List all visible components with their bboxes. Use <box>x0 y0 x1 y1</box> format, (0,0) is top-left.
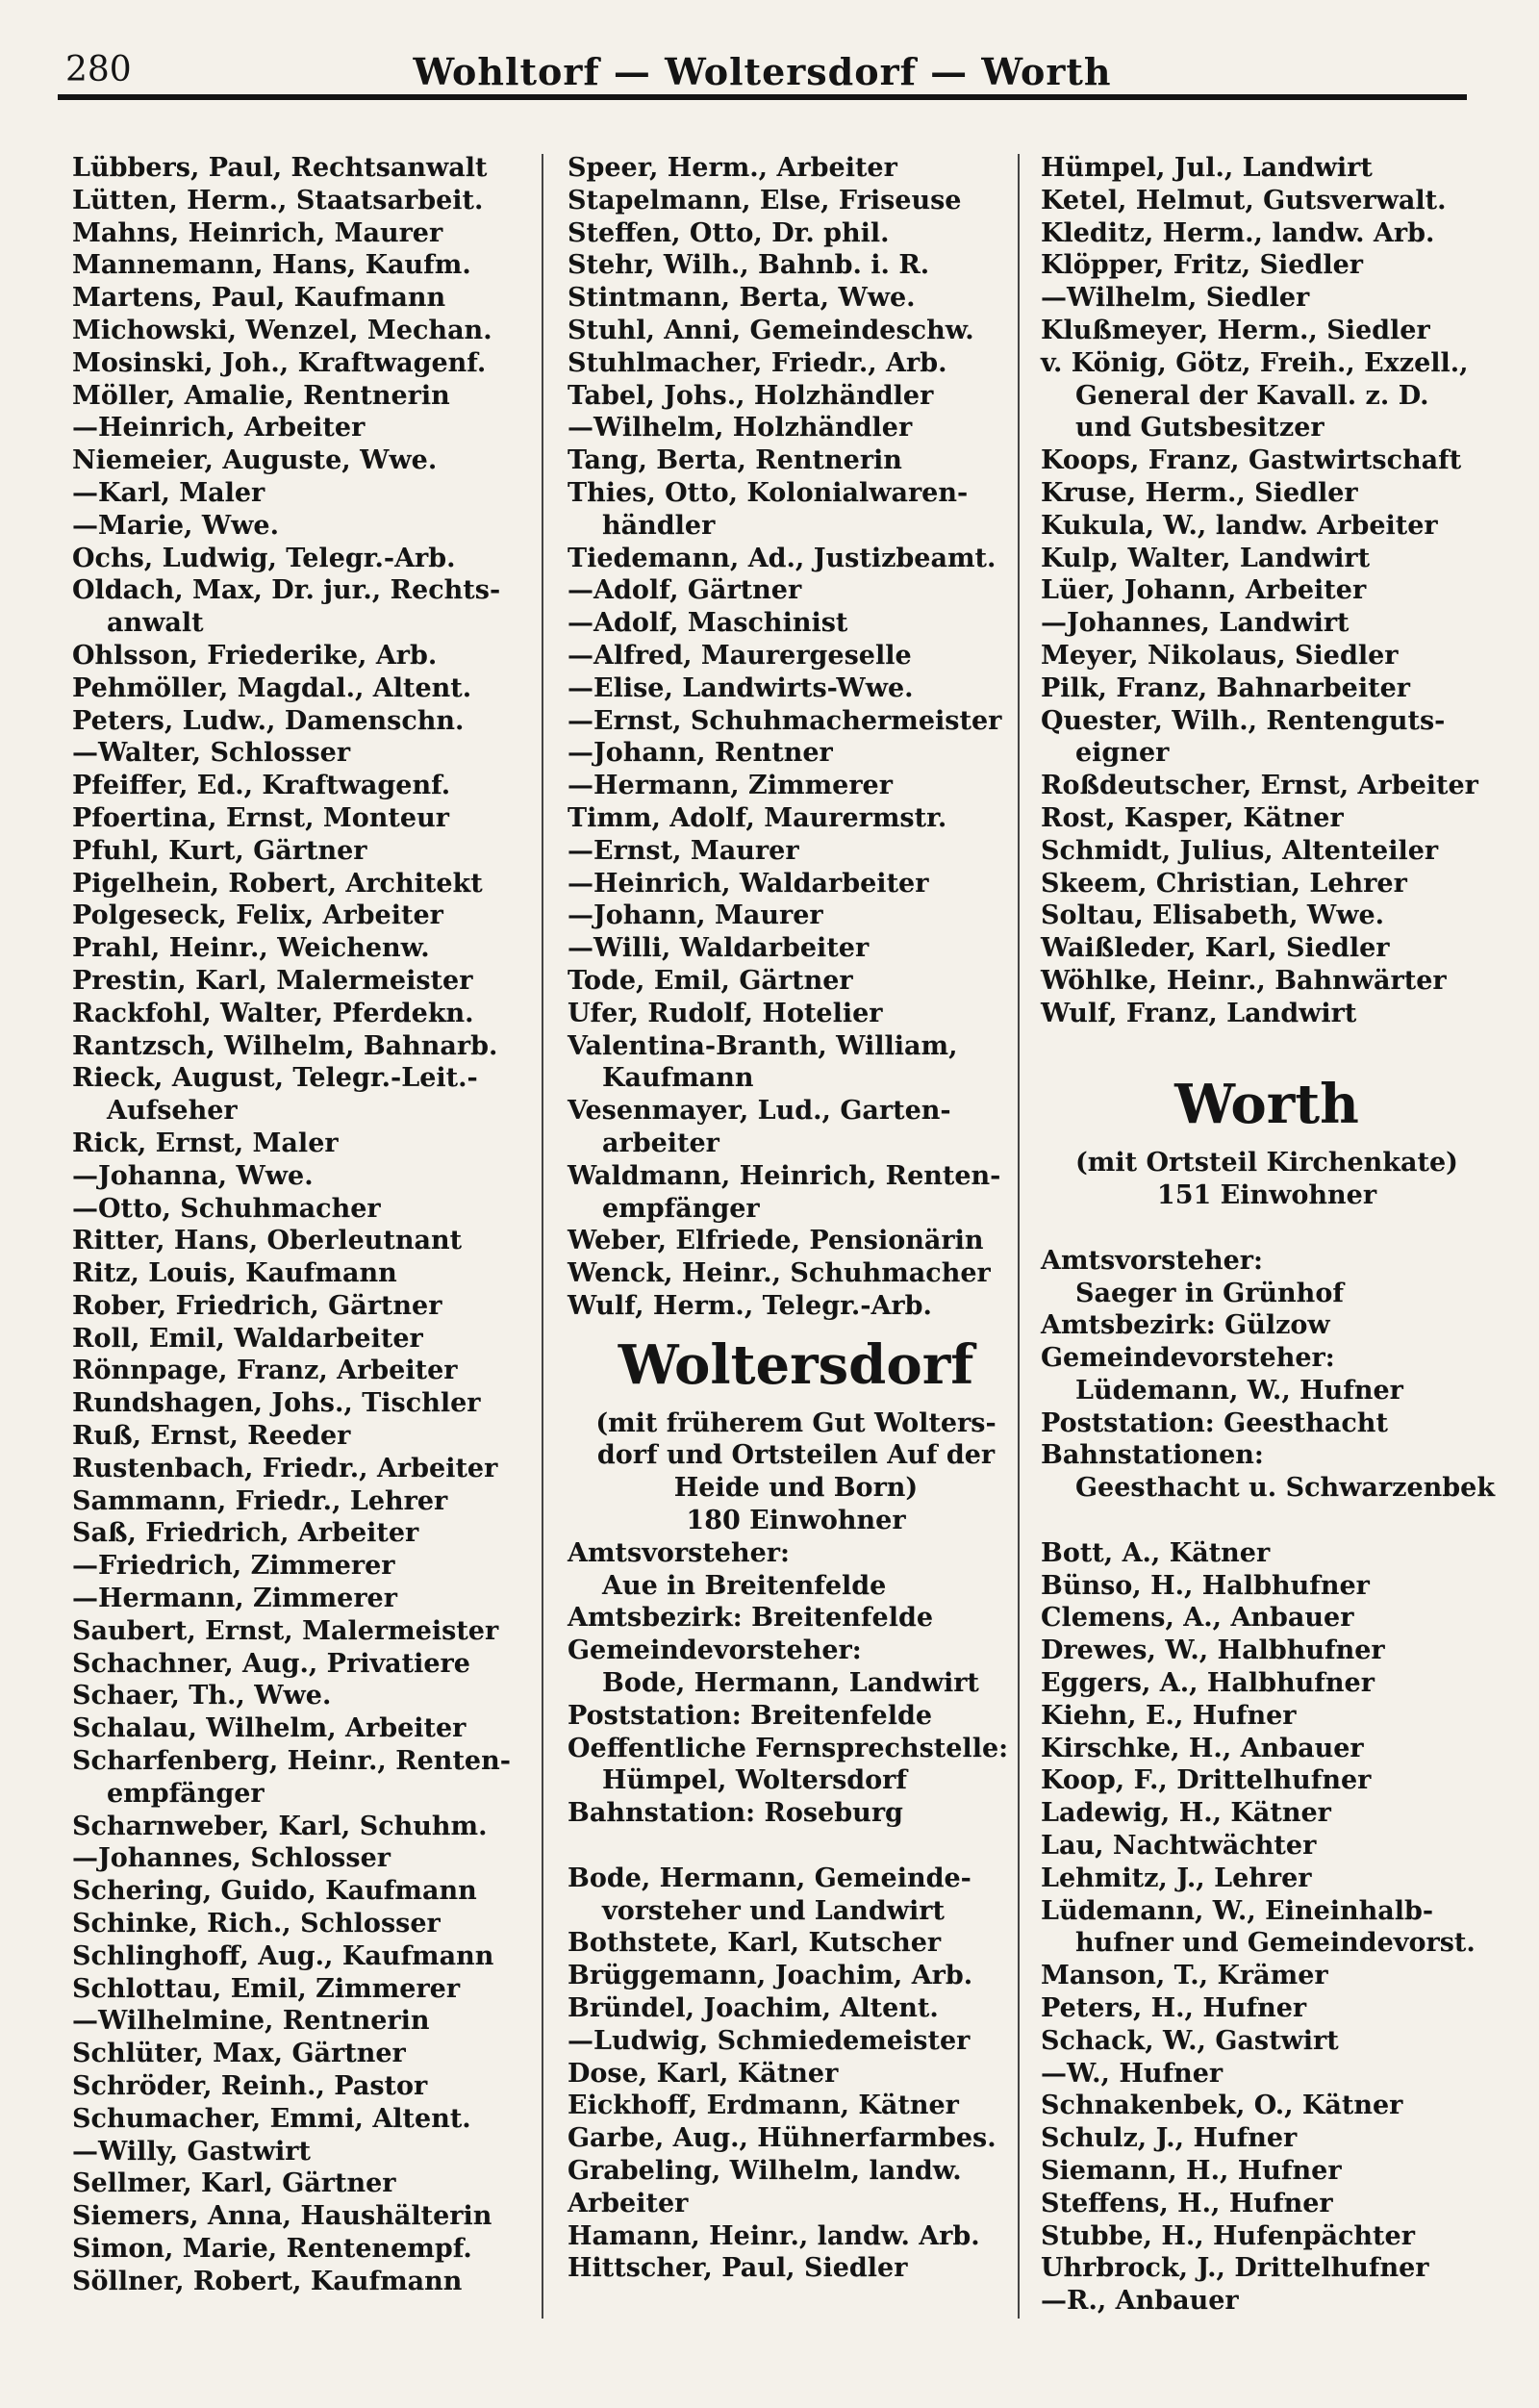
woltersdorf-heading: Woltersdorf <box>618 1332 974 1397</box>
spacer <box>1041 1030 1493 1063</box>
list-item: Tiedemann, Ad., Justizbeamt. <box>568 543 997 573</box>
list-item: arbeiter <box>602 1128 719 1158</box>
list-item: Sellmer, Karl, Gärtner <box>72 2168 396 2199</box>
list-item: Lehmitz, J., Lehrer <box>1041 1863 1312 1893</box>
list-item: Hümpel, Woltersdorf <box>602 1765 908 1796</box>
list-item: Bahnstationen: <box>1041 1440 1264 1471</box>
list-item: Rönnpage, Franz, Arbeiter <box>72 1356 458 1386</box>
list-item: —Wilhelm, Siedler <box>1041 283 1310 314</box>
column-3-entries <box>1041 152 1493 1030</box>
list-item: Quester, Wilh., Rentenguts- <box>1041 705 1446 736</box>
list-item: Brüggemann, Joachim, Arb. <box>568 1961 973 1991</box>
list-item: Pfoertina, Ernst, Monteur <box>72 802 449 833</box>
worth-subtitle: (mit Ortsteil Kirchenkate) <box>1075 1148 1458 1179</box>
list-item: Peters, H., Hufner <box>1041 1993 1307 2024</box>
woltersdorf-subtitle: (mit früherem Gut Wolters- <box>595 1407 997 1438</box>
spacer <box>568 1830 1024 1863</box>
running-title: Wohltorf — Woltersdorf — Worth <box>413 50 1112 93</box>
list-item: —Johann, Rentner <box>568 738 833 769</box>
list-item: Hamann, Heinr., landw. Arb. <box>568 2220 980 2251</box>
list-item: Ochs, Ludwig, Telegr.-Arb. <box>72 543 456 573</box>
column-2 <box>568 152 1024 2285</box>
list-item: Amtsbezirk: Gülzow <box>1041 1310 1330 1341</box>
list-item: Schmidt, Julius, Altenteiler <box>1041 835 1439 866</box>
list-item: Sammann, Friedr., Lehrer <box>72 1485 448 1516</box>
list-item: Wenck, Heinr., Schuhmacher <box>568 1258 991 1289</box>
list-item: Aufseher <box>107 1096 238 1127</box>
list-item: Schulz, J., Hufner <box>1041 2123 1298 2154</box>
list-item: Schlottau, Emil, Zimmerer <box>72 1973 461 2004</box>
list-item: Stuhlmacher, Friedr., Arb. <box>568 347 947 378</box>
list-item: Stintmann, Berta, Wwe. <box>568 283 916 314</box>
list-item: Schröder, Reinh., Pastor <box>72 2071 428 2102</box>
list-item: Bünso, H., Halbhufner <box>1041 1570 1370 1601</box>
list-item: Tode, Emil, Gärtner <box>568 965 853 996</box>
list-item: Martens, Paul, Kaufmann <box>72 283 446 314</box>
woltersdorf-subtitle: Heide und Born) <box>673 1473 919 1504</box>
list-item: Amtsvorsteher: <box>568 1537 790 1568</box>
list-item: —Friedrich, Zimmerer <box>72 1551 395 1582</box>
woltersdorf-admin <box>568 1537 1024 1830</box>
list-item: hufner und Gemeindevorst. <box>1075 1928 1476 1959</box>
list-item: —Ludwig, Schmiedemeister <box>568 2025 971 2056</box>
list-item: Bahnstation: Roseburg <box>568 1798 903 1829</box>
list-item: —Hermann, Zimmerer <box>72 1584 397 1614</box>
list-item: Klußmeyer, Herm., Siedler <box>1041 315 1430 345</box>
list-item: Schalau, Wilhelm, Arbeiter <box>72 1713 467 1744</box>
list-item: Waißleder, Karl, Siedler <box>1041 933 1390 964</box>
worth-residents <box>1041 1537 1493 2318</box>
list-item: —Hermann, Zimmerer <box>568 771 893 801</box>
list-item: Arbeiter <box>568 2188 689 2218</box>
list-item: Poststation: Breitenfelde <box>568 1700 933 1731</box>
list-item: Lüdemann, W., Eineinhalb- <box>1041 1895 1434 1926</box>
list-item: Niemeier, Auguste, Wwe. <box>72 445 438 476</box>
list-item: Amtsvorsteher: <box>1041 1245 1263 1276</box>
list-item: Roßdeutscher, Ernst, Arbeiter <box>1041 771 1478 801</box>
list-item: Oeffentliche Fernsprechstelle: <box>568 1733 1009 1763</box>
list-item: Stubbe, H., Hufenpächter <box>1041 2220 1415 2251</box>
list-item: Clemens, A., Anbauer <box>1041 1603 1354 1634</box>
list-item: Eggers, A., Halbhufner <box>1041 1668 1375 1699</box>
list-item: Oldach, Max, Dr. jur., Rechts- <box>72 575 501 606</box>
list-item: Amtsbezirk: Breitenfelde <box>568 1603 934 1634</box>
list-item: Lau, Nachtwächter <box>1041 1831 1317 1862</box>
list-item: —R., Anbauer <box>1041 2286 1239 2317</box>
list-item: Ritter, Hans, Oberleutnant <box>72 1226 463 1256</box>
list-item: —Johannes, Schlosser <box>72 1843 391 1874</box>
list-item: Pfuhl, Kurt, Gärtner <box>72 835 367 866</box>
woltersdorf-residents <box>568 1863 1024 2285</box>
list-item: händler <box>602 510 716 541</box>
list-item: Lüdemann, W., Hufner <box>1075 1375 1403 1406</box>
list-item: Vesenmayer, Lud., Garten- <box>568 1096 951 1127</box>
list-item: Manson, T., Krämer <box>1041 1961 1328 1991</box>
list-item: v. König, Götz, Freih., Exzell., <box>1041 347 1469 378</box>
list-item: Kruse, Herm., Siedler <box>1041 477 1358 508</box>
list-item: Waldmann, Heinrich, Renten- <box>568 1160 1001 1191</box>
list-item: Prestin, Karl, Malermeister <box>72 965 473 996</box>
list-item: Möller, Amalie, Rentnerin <box>72 380 450 411</box>
list-item: Scharfenberg, Heinr., Renten- <box>72 1746 511 1777</box>
list-item: —Johann, Maurer <box>568 900 823 931</box>
list-item: —Willi, Waldarbeiter <box>568 933 870 964</box>
list-item: Prahl, Heinr., Weichenw. <box>72 933 430 964</box>
list-item: Poststation: Geesthacht <box>1041 1407 1388 1438</box>
list-item: Tang, Berta, Rentnerin <box>568 445 902 476</box>
spacer <box>1041 1505 1493 1537</box>
list-item: Klöpper, Fritz, Siedler <box>1041 250 1363 281</box>
list-item: Lütten, Herm., Staatsarbeit. <box>72 185 484 215</box>
list-item: Rackfohl, Walter, Pferdekn. <box>72 998 474 1028</box>
list-item: Rick, Ernst, Maler <box>72 1128 339 1158</box>
list-item: Steffens, H., Hufner <box>1041 2188 1333 2218</box>
list-item: Saß, Friedrich, Arbeiter <box>72 1518 419 1549</box>
list-item: Wulf, Herm., Telegr.-Arb. <box>568 1290 932 1321</box>
list-item: —Johannes, Landwirt <box>1041 608 1350 639</box>
list-item: Schering, Guido, Kaufmann <box>72 1876 477 1907</box>
list-item: vorsteher und Landwirt <box>602 1895 945 1926</box>
list-item: Dose, Karl, Kätner <box>568 2058 839 2089</box>
list-item: Rober, Friedrich, Gärtner <box>72 1290 442 1321</box>
list-item: Lübbers, Paul, Rechtsanwalt <box>72 153 488 183</box>
list-item: Kirschke, H., Anbauer <box>1041 1733 1364 1763</box>
list-item: Michowski, Wenzel, Mechan. <box>72 315 492 345</box>
list-item: Steffen, Otto, Dr. phil. <box>568 217 890 248</box>
list-item: Kaufmann <box>602 1063 754 1094</box>
list-item: Weber, Elfriede, Pensionärin <box>568 1226 984 1256</box>
list-item: Ritz, Louis, Kaufmann <box>72 1258 397 1289</box>
list-item: —Willy, Gastwirt <box>72 2136 311 2167</box>
list-item: —Walter, Schlosser <box>72 738 351 769</box>
list-item: Koops, Franz, Gastwirtschaft <box>1041 445 1462 476</box>
list-item: —Alfred, Maurergeselle <box>568 640 912 671</box>
list-item: Speer, Herm., Arbeiter <box>568 153 897 183</box>
list-item: Timm, Adolf, Maurermstr. <box>568 802 947 833</box>
list-item: Pilk, Franz, Bahnarbeiter <box>1041 672 1410 703</box>
list-item: und Gutsbesitzer <box>1075 413 1325 444</box>
list-item: Bründel, Joachim, Altent. <box>568 1993 939 2024</box>
list-item: Schaer, Th., Wwe. <box>72 1681 332 1711</box>
column-divider <box>542 154 543 2319</box>
list-item: General der Kavall. z. D. <box>1075 380 1429 411</box>
list-item: Wulf, Franz, Landwirt <box>1041 998 1357 1028</box>
list-item: Pehmöller, Magdal., Altent. <box>72 672 472 703</box>
list-item: Siemann, H., Hufner <box>1041 2156 1342 2187</box>
list-item: empfänger <box>602 1193 760 1224</box>
list-item: Rieck, August, Telegr.-Leit.- <box>72 1063 478 1094</box>
list-item: —Karl, Maler <box>72 477 265 508</box>
list-item: —W., Hufner <box>1041 2058 1224 2089</box>
page-number: 280 <box>65 50 132 89</box>
list-item: Roll, Emil, Waldarbeiter <box>72 1323 423 1354</box>
list-item: Kleditz, Herm., landw. Arb. <box>1041 217 1435 248</box>
list-item: Gemeindevorsteher: <box>568 1635 862 1666</box>
list-item: Gemeindevorsteher: <box>1041 1343 1335 1374</box>
list-item: Peters, Ludw., Damenschn. <box>72 705 465 736</box>
list-item: —Adolf, Gärtner <box>568 575 802 606</box>
worth-admin <box>1041 1245 1496 1505</box>
list-item: Tabel, Johs., Holzhändler <box>568 380 934 411</box>
list-item: Hümpel, Jul., Landwirt <box>1041 153 1373 183</box>
list-item: Ohlsson, Friederike, Arb. <box>72 640 438 671</box>
header-rule <box>58 94 1467 100</box>
spacer <box>1041 1212 1493 1245</box>
worth-heading: Worth <box>1174 1073 1359 1137</box>
list-item: —Wilhelm, Holzhändler <box>568 413 913 444</box>
list-item: Schack, W., Gastwirt <box>1041 2025 1339 2056</box>
list-item: Rost, Kasper, Kätner <box>1041 802 1344 833</box>
list-item: Eickhoff, Erdmann, Kätner <box>568 2091 959 2121</box>
column-2-entries <box>568 152 1024 1323</box>
list-item: —Otto, Schuhmacher <box>72 1193 381 1224</box>
list-item: Kukula, W., landw. Arbeiter <box>1041 510 1438 541</box>
list-item: Grabeling, Wilhelm, landw. <box>568 2156 962 2187</box>
list-item: Bott, A., Kätner <box>1041 1537 1271 1568</box>
woltersdorf-subtitle: dorf und Ortsteilen Auf der <box>596 1440 996 1471</box>
list-item: Drewes, W., Halbhufner <box>1041 1635 1385 1666</box>
list-item: Aue in Breitenfelde <box>602 1570 887 1601</box>
list-item: Saeger in Grünhof <box>1075 1278 1344 1308</box>
list-item: Mosinski, Joh., Kraftwagenf. <box>72 347 487 378</box>
list-item: Ufer, Rudolf, Hotelier <box>568 998 883 1028</box>
column-3 <box>1041 152 1496 2318</box>
list-item: anwalt <box>107 608 204 639</box>
list-item: Mannemann, Hans, Kaufm. <box>72 250 471 281</box>
list-item: Bode, Hermann, Landwirt <box>602 1668 979 1699</box>
list-item: —Ernst, Schuhmachermeister <box>568 705 1002 736</box>
list-item: eigner <box>1075 738 1170 769</box>
list-item: —Johanna, Wwe. <box>72 1160 314 1191</box>
list-item: Schachner, Aug., Privatiere <box>72 1648 470 1679</box>
list-item: empfänger <box>107 1778 265 1809</box>
list-item: —Ernst, Maurer <box>568 835 799 866</box>
list-item: Koop, F., Drittelhufner <box>1041 1765 1372 1796</box>
list-item: Söllner, Robert, Kaufmann <box>72 2266 463 2296</box>
list-item: —Wilhelmine, Rentnerin <box>72 2006 430 2037</box>
list-item: Thies, Otto, Kolonialwaren- <box>568 477 969 508</box>
list-item: Mahns, Heinrich, Maurer <box>72 217 443 248</box>
list-item: Valentina-Branth, William, <box>568 1030 958 1061</box>
list-item: —Heinrich, Arbeiter <box>72 413 366 444</box>
list-item: Geesthacht u. Schwarzenbek <box>1075 1473 1496 1504</box>
list-item: Scharnweber, Karl, Schuhm. <box>72 1811 488 1841</box>
list-item: Lüer, Johann, Arbeiter <box>1041 575 1367 606</box>
list-item: Rantzsch, Wilhelm, Bahnarb. <box>72 1030 498 1061</box>
list-item: Stapelmann, Else, Friseuse <box>568 185 962 215</box>
column-1 <box>72 152 532 2298</box>
list-item: Wöhlke, Heinr., Bahnwärter <box>1041 965 1447 996</box>
list-item: Uhrbrock, J., Drittelhufner <box>1041 2253 1429 2284</box>
list-item: Pfeiffer, Ed., Kraftwagenf. <box>72 771 451 801</box>
list-item: Schlüter, Max, Gärtner <box>72 2039 406 2069</box>
list-item: Bothstete, Karl, Kutscher <box>568 1928 942 1959</box>
list-item: Meyer, Nikolaus, Siedler <box>1041 640 1399 671</box>
list-item: —Marie, Wwe. <box>72 510 279 541</box>
list-item: Rustenbach, Friedr., Arbeiter <box>72 1453 498 1483</box>
list-item: Siemers, Anna, Haushälterin <box>72 2201 492 2232</box>
list-item: Simon, Marie, Rentenempf. <box>72 2234 472 2264</box>
list-item: Kiehn, E., Hufner <box>1041 1700 1297 1731</box>
list-item: —Elise, Landwirts-Wwe. <box>568 672 914 703</box>
list-item: Schinke, Rich., Schlosser <box>72 1909 441 1939</box>
page-header <box>58 46 1467 100</box>
list-item: Ladewig, H., Kätner <box>1041 1798 1331 1829</box>
worth-population: 151 Einwohner <box>1156 1180 1377 1211</box>
list-item: Stehr, Wilh., Bahnb. i. R. <box>568 250 930 281</box>
list-item: Hittscher, Paul, Siedler <box>568 2253 908 2284</box>
list-item: Soltau, Elisabeth, Wwe. <box>1041 900 1385 931</box>
list-item: Schnakenbek, O., Kätner <box>1041 2091 1403 2121</box>
list-item: Stuhl, Anni, Gemeindeschw. <box>568 315 974 345</box>
list-item: Schlinghoff, Aug., Kaufmann <box>72 1940 494 1971</box>
list-item: —Adolf, Maschinist <box>568 608 848 639</box>
list-item: Bode, Hermann, Gemeinde- <box>568 1863 971 1893</box>
list-item: Ketel, Helmut, Gutsverwalt. <box>1041 185 1447 215</box>
list-item: Polgeseck, Felix, Arbeiter <box>72 900 443 931</box>
list-item: Garbe, Aug., Hühnerfarmbes. <box>568 2123 997 2154</box>
list-item: Skeem, Christian, Lehrer <box>1041 868 1407 899</box>
woltersdorf-population: 180 Einwohner <box>686 1506 906 1536</box>
list-item: Ruß, Ernst, Reeder <box>72 1421 351 1452</box>
list-item: Pigelhein, Robert, Architekt <box>72 868 483 899</box>
list-item: —Heinrich, Waldarbeiter <box>568 868 929 899</box>
list-item: Rundshagen, Johs., Tischler <box>72 1388 481 1419</box>
list-item: Kulp, Walter, Landwirt <box>1041 543 1371 573</box>
list-item: Schumacher, Emmi, Altent. <box>72 2103 471 2134</box>
list-item: Saubert, Ernst, Malermeister <box>72 1615 499 1646</box>
